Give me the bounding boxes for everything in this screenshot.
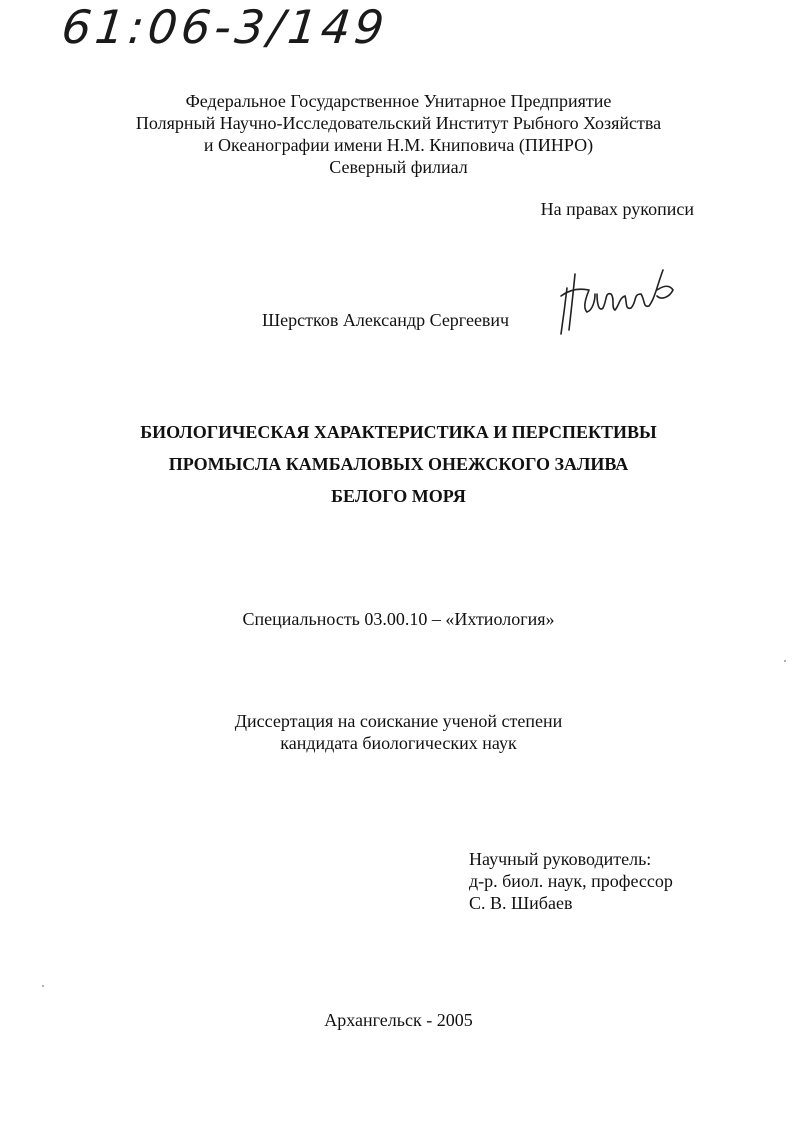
title-line: БИОЛОГИЧЕСКАЯ ХАРАКТЕРИСТИКА И ПЕРСПЕКТИВЫ [140, 422, 657, 442]
scan-speck [42, 985, 44, 987]
degree-statement [0, 710, 797, 754]
degree-line: Диссертация на соискание ученой степени [234, 711, 563, 731]
advisor-block [469, 848, 673, 914]
organization-block [0, 90, 797, 178]
dissertation-title [0, 416, 797, 512]
scan-speck [784, 660, 786, 662]
advisor-name: С. В. Шибаев [469, 893, 573, 913]
organization-line: Федеральное Государственное Унитарное Предприятие [185, 91, 612, 111]
rights-note: На правах рукописи [540, 199, 694, 219]
organization-line: Полярный Научно-Исследовательский Институт Рыбного Хозяйства [135, 113, 662, 133]
organization-branch: Северный филиал [329, 157, 468, 177]
advisor-degree: д-р. биол. наук, профессор [469, 871, 673, 891]
title-line: БЕЛОГО МОРЯ [331, 486, 466, 506]
author-name: Шерстков Александр Сергеевич [262, 310, 510, 330]
organization-line: и Океанографии имени Н.М. Книповича (ПИНРО) [203, 135, 594, 155]
archive-code: 61:06-3/149 [59, 0, 391, 54]
title-line: ПРОМЫСЛА КАМБАЛОВЫХ ОНЕЖСКОГО ЗАЛИВА [168, 454, 629, 474]
signature-image [545, 250, 685, 340]
city-year: Архангельск - 2005 [324, 1010, 473, 1030]
degree-line: кандидата биологических наук [280, 733, 517, 753]
specialty: Специальность 03.00.10 – «Ихтиология» [242, 609, 555, 629]
advisor-label: Научный руководитель: [469, 849, 652, 869]
